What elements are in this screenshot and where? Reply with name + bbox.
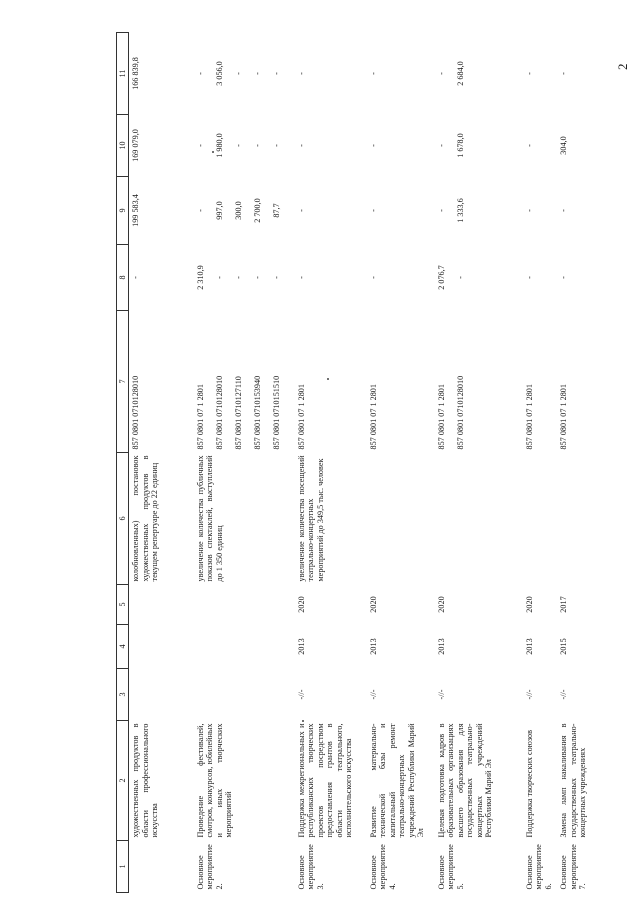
table-cell-c5: 2020 bbox=[368, 596, 378, 613]
table-cell-c2: Замена ламп накаливания в государственных театрально-концертных учреждениях bbox=[559, 723, 588, 838]
cell-line: - bbox=[368, 144, 378, 147]
column-header: 6 bbox=[117, 453, 129, 585]
cell-line: 2 310,9 bbox=[195, 265, 205, 290]
table-cell-c7 bbox=[556, 311, 604, 453]
table-cell-c4: 2013 bbox=[436, 638, 446, 655]
table-cell-c10 bbox=[522, 115, 557, 177]
column-header: 1 bbox=[117, 841, 129, 893]
table-cell-c7 bbox=[434, 311, 522, 453]
table-cell-c2: Целевая подготовка кадров в образовательных организациях высшего образования для государственных театрально-концертных учреждений Республики Марий Эл bbox=[436, 723, 494, 838]
cell-line: - bbox=[195, 72, 205, 75]
table-cell-c4 bbox=[193, 625, 294, 669]
column-header: 7 bbox=[117, 311, 129, 453]
cell-line: 169 079,0 bbox=[131, 129, 140, 162]
table-cell-c9 bbox=[556, 177, 604, 245]
table-cell-c2: художественных продуктов в области профессионального искусства bbox=[131, 723, 160, 838]
table-cell-c3: -//- bbox=[524, 689, 534, 700]
table-cell-c5: 2017 bbox=[559, 596, 569, 613]
table-cell-c11 bbox=[366, 33, 434, 115]
cell-line: - bbox=[368, 276, 378, 279]
table-cell-c3: -//- bbox=[559, 689, 569, 700]
cell-line: - bbox=[131, 276, 140, 279]
cell-line: 857 0801 07 1 2801 bbox=[296, 384, 306, 450]
table-row bbox=[434, 33, 522, 893]
table-cell-c8 bbox=[434, 245, 522, 311]
cell-line: - bbox=[252, 276, 262, 279]
table-cell-c4: 2013 bbox=[296, 638, 306, 655]
table-cell-c7 bbox=[294, 311, 366, 453]
table-cell-c5 bbox=[193, 585, 294, 625]
table-cell-c8 bbox=[129, 245, 193, 311]
cell-line: 857 0801 0710127110 bbox=[233, 376, 243, 450]
table-cell-c6: колобновленных) постановок художественных продуктов в текущем репертуаре до 22 единиц bbox=[131, 455, 160, 582]
table-cell-c6: увеличение количества публичных показов спектаклей, выступлений до 1 350 единиц bbox=[195, 455, 224, 582]
table-cell-c8 bbox=[193, 245, 294, 311]
cell-line: 857 0801 0710151510 bbox=[271, 375, 281, 450]
table-cell-c11 bbox=[556, 33, 604, 115]
table-cell-c7 bbox=[129, 311, 193, 453]
column-header: 4 bbox=[117, 625, 129, 669]
cell-line: - bbox=[524, 276, 534, 279]
cell-line: - bbox=[296, 276, 306, 279]
table-cell-c3 bbox=[193, 669, 294, 721]
cell-line: - bbox=[368, 209, 378, 212]
table-cell-c5 bbox=[129, 585, 193, 625]
rotated-table-frame bbox=[116, 33, 594, 893]
table-cell-c6 bbox=[434, 453, 522, 585]
cell-line: - bbox=[271, 72, 281, 75]
table-cell-c4 bbox=[129, 625, 193, 669]
cell-line: - bbox=[368, 72, 378, 75]
cell-line: - bbox=[296, 72, 306, 75]
table-cell-c10 bbox=[129, 115, 193, 177]
cell-line: - bbox=[296, 209, 306, 212]
cell-line: 857 0801 07 1 2801 bbox=[195, 384, 205, 450]
cell-line: 199 583,4 bbox=[131, 194, 140, 227]
table-cell-c1 bbox=[129, 841, 193, 893]
table-cell-c2: Развитие материально-технической базы и капитальный ремонт театрально-концертных учреждений Республики Марий Эл bbox=[368, 723, 426, 838]
cell-line: - bbox=[436, 72, 446, 75]
cell-line: 857 0801 0710128010 bbox=[131, 375, 140, 450]
budget-table bbox=[116, 32, 604, 893]
column-header: 5 bbox=[117, 585, 129, 625]
table-cell-c6 bbox=[366, 453, 434, 585]
cell-line: 3 056,0 bbox=[214, 61, 224, 86]
table-row bbox=[193, 33, 294, 893]
table-cell-c1: Основное мероприятие 7. bbox=[559, 844, 588, 890]
cell-line: - bbox=[559, 276, 569, 279]
table-cell-c4: 2013 bbox=[524, 638, 534, 655]
table-cell-c10 bbox=[434, 115, 522, 177]
table-cell-c11 bbox=[193, 33, 294, 115]
cell-line: 857 0801 0710153940 bbox=[252, 375, 262, 450]
table-cell-c4: 2013 bbox=[368, 638, 378, 655]
table-cell-c1: Основное мероприятие 5. bbox=[436, 844, 465, 890]
table-cell-c3: -//- bbox=[296, 689, 306, 700]
cell-line: - bbox=[252, 144, 262, 147]
column-header: 9 bbox=[117, 177, 129, 245]
table-row bbox=[366, 33, 434, 893]
cell-line: - bbox=[436, 209, 446, 212]
cell-line: 997,0 bbox=[214, 201, 224, 220]
cell-line: 1 678,0 bbox=[455, 133, 465, 158]
cell-line: 857 0801 07 1 2801 bbox=[368, 384, 378, 450]
cell-line: 1 333,6 bbox=[455, 198, 465, 223]
cell-line: - bbox=[271, 144, 281, 147]
table-cell-c8 bbox=[522, 245, 557, 311]
table-cell-c11 bbox=[434, 33, 522, 115]
table-cell-c6 bbox=[522, 453, 557, 585]
table-cell-c8 bbox=[366, 245, 434, 311]
table-cell-c2: Поддержка творческих союзов bbox=[524, 730, 534, 838]
cell-line: - bbox=[296, 144, 306, 147]
table-row bbox=[556, 33, 604, 893]
table-cell-c5: 2020 bbox=[296, 596, 306, 613]
cell-line: - bbox=[214, 276, 224, 279]
cell-line: - bbox=[271, 276, 281, 279]
table-cell-c1: Основное мероприятие 6. bbox=[524, 844, 553, 890]
table-row bbox=[294, 33, 366, 893]
cell-line: - bbox=[195, 209, 205, 212]
table-row bbox=[522, 33, 557, 893]
cell-line: 304,0 bbox=[559, 136, 569, 155]
cell-line: - bbox=[524, 72, 534, 75]
cell-line: - bbox=[233, 276, 243, 279]
cell-line: 1 980,0 bbox=[214, 133, 224, 158]
table-cell-c3: -//- bbox=[368, 689, 378, 700]
cell-line: - bbox=[233, 72, 243, 75]
cell-line: 2 684,0 bbox=[455, 61, 465, 86]
cell-line: 857 0801 0710128010 bbox=[455, 375, 465, 450]
page-number: 2 bbox=[615, 63, 630, 70]
table-cell-c11 bbox=[129, 33, 193, 115]
table-cell-c7 bbox=[366, 311, 434, 453]
table-cell-c11 bbox=[522, 33, 557, 115]
cell-line: 857 0801 0710128010 bbox=[214, 375, 224, 450]
column-header: 2 bbox=[117, 721, 129, 841]
cell-line: 2 700,0 bbox=[252, 198, 262, 223]
cell-line: 857 0801 07 1 2801 bbox=[436, 384, 446, 450]
cell-line: - bbox=[559, 209, 569, 212]
table-cell-c7 bbox=[193, 311, 294, 453]
column-header: 8 bbox=[117, 245, 129, 311]
table-cell-c2: Проведение фестивалей, смотров, конкурсов, юбилейных и иных творческих мероприятий bbox=[195, 723, 234, 838]
cell-line: - bbox=[524, 209, 534, 212]
table-cell-c1: Основное мероприятие 3. bbox=[296, 844, 325, 890]
cell-line: - bbox=[195, 144, 205, 147]
table-cell-c9 bbox=[434, 177, 522, 245]
table-cell-c2: Поддержка межрегиональных и республиканских творческих проектов посредством предоставления грантов в области театрального, исполнительского искусства bbox=[296, 723, 354, 838]
column-header-row bbox=[117, 33, 129, 893]
table-cell-c10 bbox=[556, 115, 604, 177]
table-cell-c9 bbox=[366, 177, 434, 245]
table-cell-c9 bbox=[522, 177, 557, 245]
table-cell-c9 bbox=[193, 177, 294, 245]
table-cell-c4: 2015 bbox=[559, 638, 569, 655]
cell-line: 857 0801 07 1 2801 bbox=[524, 384, 534, 450]
cell-line: - bbox=[559, 72, 569, 75]
table-cell-c5: 2020 bbox=[524, 596, 534, 613]
table-cell-c3: -//- bbox=[436, 689, 446, 700]
cell-line: - bbox=[455, 276, 465, 279]
table-cell-c8 bbox=[294, 245, 366, 311]
cell-line: - bbox=[436, 144, 446, 147]
cell-line: - bbox=[233, 144, 243, 147]
column-header: 3 bbox=[117, 669, 129, 721]
table-cell-c11 bbox=[294, 33, 366, 115]
cell-line: 87,7 bbox=[271, 203, 281, 218]
table-cell-c10 bbox=[193, 115, 294, 177]
table-cell-c9 bbox=[129, 177, 193, 245]
table-cell-c7 bbox=[522, 311, 557, 453]
table-cell-c9 bbox=[294, 177, 366, 245]
table-cell-c10 bbox=[294, 115, 366, 177]
cell-line: 2 076,7 bbox=[436, 265, 446, 290]
table-cell-c6 bbox=[556, 453, 604, 585]
table-cell-c3 bbox=[129, 669, 193, 721]
table-cell-c8 bbox=[556, 245, 604, 311]
cell-line: - bbox=[252, 72, 262, 75]
table-cell-c5: 2020 bbox=[436, 596, 446, 613]
table-cell-c1: Основное мероприятие 4. bbox=[368, 844, 397, 890]
table-cell-c10 bbox=[366, 115, 434, 177]
table-row bbox=[129, 33, 193, 893]
cell-line: 857 0801 07 1 2801 bbox=[559, 384, 569, 450]
column-header: 11 bbox=[117, 33, 129, 115]
table-cell-c1: Основное мероприятие 2. bbox=[195, 844, 224, 890]
cell-line: 300,0 bbox=[233, 201, 243, 220]
cell-line: 166 839,8 bbox=[131, 57, 140, 90]
table-cell-c6: увеличение количества посещений театрально-концертных мероприятий до 349,5 тыс. человек bbox=[296, 455, 325, 582]
cell-line: - bbox=[524, 144, 534, 147]
table-body bbox=[129, 33, 605, 893]
column-header: 10 bbox=[117, 115, 129, 177]
